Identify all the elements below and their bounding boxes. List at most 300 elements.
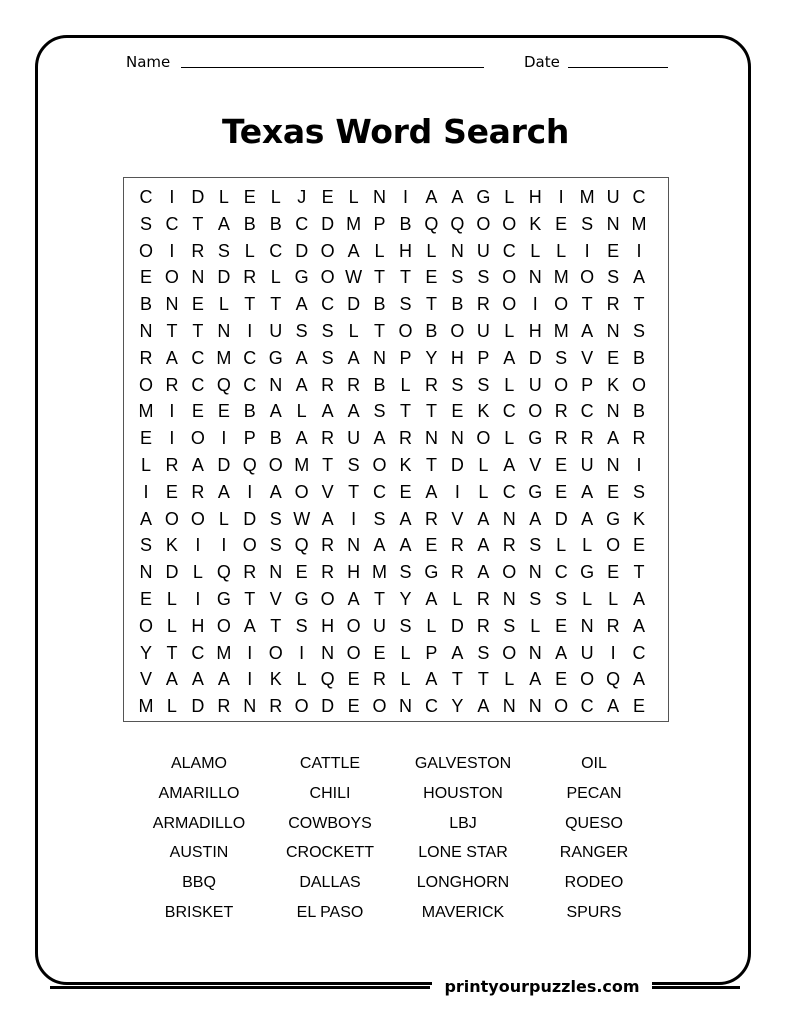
grid-letter[interactable]: C <box>502 401 516 422</box>
grid-letter[interactable]: E <box>451 401 464 422</box>
grid-letter[interactable]: O <box>554 696 569 717</box>
grid-letter[interactable]: M <box>138 401 154 422</box>
grid-letter[interactable]: O <box>580 669 595 690</box>
grid-letter[interactable]: I <box>532 294 538 315</box>
grid-letter[interactable]: N <box>528 642 542 663</box>
grid-letter[interactable]: O <box>372 696 387 717</box>
grid-letter[interactable]: L <box>608 589 619 609</box>
grid-letter[interactable]: R <box>632 428 646 449</box>
grid-letter[interactable]: U <box>580 455 594 475</box>
grid-letter[interactable]: E <box>399 481 412 502</box>
grid-letter[interactable]: O <box>632 374 647 395</box>
grid-letter[interactable]: Q <box>242 455 257 475</box>
grid-letter[interactable]: A <box>399 508 412 529</box>
letter-grid[interactable] <box>123 177 669 722</box>
grid-letter[interactable]: N <box>424 428 438 449</box>
grid-letter[interactable]: E <box>555 615 568 636</box>
grid-letter[interactable]: A <box>269 481 282 502</box>
grid-letter[interactable]: O <box>580 267 595 288</box>
grid-letter[interactable]: A <box>295 428 308 449</box>
grid-letter[interactable]: N <box>347 535 361 556</box>
grid-letter[interactable]: N <box>373 347 387 368</box>
grid-letter[interactable]: O <box>138 615 153 636</box>
grid-letter[interactable]: A <box>347 401 360 422</box>
grid-letter[interactable]: R <box>191 481 205 502</box>
grid-letter[interactable]: R <box>165 374 179 395</box>
grid-letter[interactable]: M <box>346 213 362 234</box>
grid-letter[interactable]: K <box>529 213 542 234</box>
grid-letter[interactable]: S <box>269 508 282 529</box>
grid-letter[interactable]: H <box>528 321 542 341</box>
grid-letter[interactable]: V <box>321 481 334 502</box>
grid-letter[interactable]: T <box>244 294 256 315</box>
grid-letter[interactable]: R <box>347 374 361 395</box>
grid-letter[interactable]: O <box>554 374 569 395</box>
grid-letter[interactable]: R <box>502 535 516 556</box>
grid-letter[interactable]: O <box>242 535 257 556</box>
grid-letter[interactable]: T <box>166 321 178 341</box>
grid-letter[interactable]: L <box>348 187 359 207</box>
grid-letter[interactable]: T <box>348 481 360 502</box>
grid-letter[interactable]: L <box>296 401 307 422</box>
grid-letter[interactable]: L <box>400 374 411 395</box>
grid-letter[interactable]: L <box>478 481 489 502</box>
grid-letter[interactable]: A <box>295 374 308 395</box>
grid-letter[interactable]: V <box>269 589 282 609</box>
grid-letter[interactable]: V <box>581 347 594 368</box>
grid-letter[interactable]: G <box>424 562 439 583</box>
grid-letter[interactable]: V <box>529 455 542 475</box>
grid-letter[interactable]: P <box>243 428 256 449</box>
grid-letter[interactable]: N <box>399 696 412 717</box>
grid-letter[interactable]: O <box>606 535 621 556</box>
grid-letter[interactable]: D <box>295 240 309 261</box>
grid-letter[interactable]: C <box>554 562 568 583</box>
grid-letter[interactable]: L <box>348 321 359 341</box>
grid-letter[interactable]: L <box>504 374 515 395</box>
grid-letter[interactable]: E <box>607 481 620 502</box>
grid-letter[interactable]: G <box>528 481 543 502</box>
grid-letter[interactable]: N <box>606 321 620 341</box>
grid-letter[interactable]: S <box>451 267 464 288</box>
grid-letter[interactable]: L <box>218 508 229 529</box>
grid-letter[interactable]: O <box>502 562 517 583</box>
grid-letter[interactable]: A <box>425 187 438 207</box>
grid-letter[interactable]: S <box>269 535 282 556</box>
grid-letter[interactable]: U <box>476 240 490 261</box>
grid-letter[interactable]: C <box>191 374 205 395</box>
grid-letter[interactable]: I <box>169 428 175 449</box>
grid-letter[interactable]: V <box>139 669 152 690</box>
grid-letter[interactable]: Q <box>216 562 231 583</box>
grid-letter[interactable]: E <box>191 401 204 422</box>
grid-letter[interactable]: N <box>321 642 335 663</box>
grid-letter[interactable]: L <box>504 428 515 449</box>
grid-letter[interactable]: Q <box>294 535 309 556</box>
grid-letter[interactable]: M <box>631 213 647 234</box>
grid-letter[interactable]: O <box>138 374 153 395</box>
grid-letter[interactable]: N <box>606 213 620 234</box>
grid-letter[interactable]: A <box>555 642 568 663</box>
grid-letter[interactable]: R <box>450 535 464 556</box>
grid-letter[interactable]: O <box>164 508 179 529</box>
grid-letter[interactable]: A <box>295 347 308 368</box>
grid-letter[interactable]: E <box>321 187 334 207</box>
grid-letter[interactable]: T <box>581 294 593 315</box>
grid-letter[interactable]: N <box>502 508 516 529</box>
grid-letter[interactable]: O <box>450 321 465 341</box>
grid-letter[interactable]: G <box>528 428 543 449</box>
grid-letter[interactable]: T <box>400 267 411 288</box>
grid-letter[interactable]: L <box>504 187 515 207</box>
grid-letter[interactable]: L <box>556 240 567 261</box>
grid-letter[interactable]: T <box>451 669 463 690</box>
grid-letter[interactable]: C <box>243 374 257 395</box>
grid-letter[interactable]: E <box>555 213 568 234</box>
grid-letter[interactable]: R <box>165 455 179 475</box>
grid-letter[interactable]: R <box>424 508 438 529</box>
grid-letter[interactable]: L <box>218 294 229 315</box>
grid-letter[interactable]: A <box>217 669 230 690</box>
grid-letter[interactable]: B <box>633 347 646 368</box>
grid-letter[interactable]: I <box>299 642 305 663</box>
grid-letter[interactable]: B <box>399 213 412 234</box>
grid-letter[interactable]: A <box>477 535 490 556</box>
grid-letter[interactable]: M <box>294 455 310 475</box>
grid-letter[interactable]: A <box>425 481 438 502</box>
grid-letter[interactable]: L <box>166 589 177 609</box>
grid-letter[interactable]: O <box>268 642 283 663</box>
grid-letter[interactable]: H <box>450 347 464 368</box>
grid-letter[interactable]: A <box>477 508 490 529</box>
grid-letter[interactable]: L <box>582 535 593 556</box>
grid-letter[interactable]: O <box>346 642 361 663</box>
grid-letter[interactable]: C <box>632 187 646 207</box>
grid-letter[interactable]: N <box>580 615 594 636</box>
grid-letter[interactable]: T <box>374 589 386 609</box>
grid-letter[interactable]: A <box>165 669 178 690</box>
grid-letter[interactable]: S <box>295 321 308 341</box>
grid-letter[interactable]: A <box>529 508 542 529</box>
grid-letter[interactable]: R <box>554 428 568 449</box>
grid-letter[interactable]: O <box>164 267 179 288</box>
grid-letter[interactable]: E <box>607 347 620 368</box>
grid-letter[interactable]: T <box>270 615 282 636</box>
grid-letter[interactable]: E <box>347 669 360 690</box>
grid-letter[interactable]: M <box>553 267 569 288</box>
grid-letter[interactable]: M <box>372 562 388 583</box>
grid-letter[interactable]: R <box>476 589 490 609</box>
grid-letter[interactable]: Q <box>320 669 335 690</box>
grid-letter[interactable]: U <box>580 642 594 663</box>
grid-letter[interactable]: O <box>502 642 517 663</box>
grid-letter[interactable]: B <box>373 374 386 395</box>
grid-letter[interactable]: N <box>243 696 257 717</box>
grid-letter[interactable]: A <box>217 213 230 234</box>
grid-letter[interactable]: A <box>633 669 646 690</box>
grid-letter[interactable]: A <box>503 455 516 475</box>
grid-letter[interactable]: L <box>296 669 307 690</box>
grid-letter[interactable]: O <box>294 481 309 502</box>
grid-letter[interactable]: P <box>373 213 386 234</box>
grid-letter[interactable]: C <box>243 347 257 368</box>
grid-letter[interactable]: C <box>632 642 646 663</box>
grid-letter[interactable]: S <box>347 455 360 475</box>
grid-letter[interactable]: L <box>478 455 489 475</box>
grid-letter[interactable]: S <box>477 267 490 288</box>
grid-letter[interactable]: I <box>636 455 642 475</box>
grid-letter[interactable]: S <box>451 374 464 395</box>
grid-letter[interactable]: E <box>191 294 204 315</box>
grid-letter[interactable]: L <box>218 187 229 207</box>
grid-letter[interactable]: L <box>270 187 281 207</box>
grid-letter[interactable]: R <box>450 562 464 583</box>
grid-letter[interactable]: E <box>555 481 568 502</box>
grid-letter[interactable]: L <box>530 240 541 261</box>
grid-letter[interactable]: Q <box>606 669 621 690</box>
grid-letter[interactable]: O <box>372 455 387 475</box>
grid-letter[interactable]: A <box>607 428 620 449</box>
grid-letter[interactable]: A <box>347 589 360 609</box>
grid-letter[interactable]: O <box>528 401 543 422</box>
grid-letter[interactable]: L <box>530 615 541 636</box>
grid-letter[interactable]: K <box>607 374 620 395</box>
grid-letter[interactable]: Y <box>425 347 438 368</box>
grid-letter[interactable]: H <box>321 615 335 636</box>
grid-letter[interactable]: D <box>165 562 179 583</box>
grid-letter[interactable]: T <box>192 213 204 234</box>
grid-letter[interactable]: L <box>374 240 385 261</box>
grid-letter[interactable]: B <box>633 401 646 422</box>
grid-letter[interactable]: S <box>529 535 542 556</box>
grid-letter[interactable]: O <box>216 615 231 636</box>
grid-letter[interactable]: T <box>192 321 204 341</box>
grid-letter[interactable]: R <box>269 696 283 717</box>
grid-letter[interactable]: O <box>502 213 517 234</box>
grid-letter[interactable]: T <box>322 455 334 475</box>
grid-letter[interactable]: H <box>191 615 205 636</box>
grid-letter[interactable]: A <box>581 481 594 502</box>
grid-letter[interactable]: C <box>165 213 179 234</box>
grid-letter[interactable]: L <box>140 455 151 475</box>
grid-letter[interactable]: O <box>398 321 413 341</box>
grid-letter[interactable]: A <box>607 696 620 717</box>
grid-letter[interactable]: A <box>477 562 490 583</box>
grid-letter[interactable]: S <box>321 347 334 368</box>
grid-letter[interactable]: I <box>351 508 357 529</box>
grid-letter[interactable]: B <box>373 294 386 315</box>
grid-letter[interactable]: J <box>297 187 307 207</box>
name-line[interactable] <box>181 67 484 68</box>
grid-letter[interactable]: G <box>294 267 309 288</box>
grid-letter[interactable]: T <box>633 562 645 583</box>
grid-letter[interactable]: K <box>477 401 490 422</box>
grid-letter[interactable]: K <box>633 508 646 529</box>
grid-letter[interactable]: S <box>555 347 568 368</box>
grid-letter[interactable]: N <box>606 401 620 422</box>
grid-letter[interactable]: D <box>243 508 257 529</box>
grid-letter[interactable]: I <box>195 589 201 609</box>
grid-letter[interactable]: B <box>139 294 152 315</box>
grid-letter[interactable]: U <box>373 615 387 636</box>
grid-letter[interactable]: C <box>295 213 309 234</box>
grid-letter[interactable]: A <box>269 401 282 422</box>
grid-letter[interactable]: Y <box>399 589 412 609</box>
grid-letter[interactable]: R <box>243 267 257 288</box>
grid-letter[interactable]: A <box>451 187 464 207</box>
grid-letter[interactable]: S <box>295 615 308 636</box>
grid-letter[interactable]: G <box>268 347 283 368</box>
grid-letter[interactable]: E <box>139 267 152 288</box>
grid-letter[interactable]: L <box>192 562 203 583</box>
grid-letter[interactable]: L <box>166 696 177 717</box>
grid-letter[interactable]: C <box>502 240 516 261</box>
grid-letter[interactable]: O <box>476 428 491 449</box>
grid-letter[interactable]: D <box>321 213 335 234</box>
grid-letter[interactable]: N <box>373 187 387 207</box>
grid-letter[interactable]: O <box>502 267 517 288</box>
grid-letter[interactable]: D <box>321 696 335 717</box>
grid-letter[interactable]: L <box>426 615 437 636</box>
grid-letter[interactable]: C <box>191 642 205 663</box>
grid-letter[interactable]: Q <box>450 213 465 234</box>
grid-letter[interactable]: S <box>139 213 152 234</box>
grid-letter[interactable]: T <box>425 294 437 315</box>
grid-letter[interactable]: A <box>581 508 594 529</box>
grid-letter[interactable]: R <box>191 240 205 261</box>
grid-letter[interactable]: B <box>425 321 438 341</box>
grid-letter[interactable]: L <box>400 669 411 690</box>
grid-letter[interactable]: T <box>477 669 489 690</box>
grid-letter[interactable]: A <box>633 589 646 609</box>
grid-letter[interactable]: E <box>243 187 256 207</box>
grid-letter[interactable]: E <box>555 455 568 475</box>
grid-letter[interactable]: S <box>581 213 594 234</box>
grid-letter[interactable]: N <box>528 267 542 288</box>
grid-letter[interactable]: L <box>452 589 463 609</box>
grid-letter[interactable]: N <box>139 321 153 341</box>
grid-letter[interactable]: A <box>165 347 178 368</box>
grid-letter[interactable]: E <box>555 669 568 690</box>
grid-letter[interactable]: H <box>399 240 412 261</box>
grid-letter[interactable]: A <box>529 669 542 690</box>
grid-letter[interactable]: T <box>244 589 256 609</box>
grid-letter[interactable]: O <box>294 696 309 717</box>
grid-letter[interactable]: A <box>139 508 152 529</box>
grid-letter[interactable]: A <box>243 615 256 636</box>
grid-letter[interactable]: I <box>247 321 253 341</box>
grid-letter[interactable]: O <box>346 615 361 636</box>
grid-letter[interactable]: N <box>165 294 179 315</box>
grid-letter[interactable]: A <box>477 696 490 717</box>
grid-letter[interactable]: T <box>425 401 437 422</box>
grid-letter[interactable]: R <box>321 374 335 395</box>
grid-letter[interactable]: I <box>247 642 253 663</box>
grid-letter[interactable]: O <box>138 240 153 261</box>
grid-letter[interactable]: M <box>216 347 232 368</box>
grid-letter[interactable]: S <box>399 615 412 636</box>
grid-letter[interactable]: I <box>402 187 408 207</box>
grid-letter[interactable]: O <box>320 267 335 288</box>
grid-letter[interactable]: Q <box>424 213 439 234</box>
grid-letter[interactable]: Y <box>451 696 464 717</box>
grid-letter[interactable]: G <box>216 589 231 609</box>
grid-letter[interactable]: V <box>451 508 464 529</box>
grid-letter[interactable]: E <box>139 428 152 449</box>
grid-letter[interactable]: E <box>373 642 386 663</box>
grid-letter[interactable]: O <box>554 294 569 315</box>
grid-letter[interactable]: S <box>477 374 490 395</box>
grid-letter[interactable]: C <box>269 240 283 261</box>
grid-letter[interactable]: S <box>321 321 334 341</box>
grid-letter[interactable]: U <box>606 187 620 207</box>
grid-letter[interactable]: I <box>454 481 460 502</box>
grid-letter[interactable]: D <box>554 508 568 529</box>
grid-letter[interactable]: U <box>269 321 283 341</box>
grid-letter[interactable]: E <box>607 240 620 261</box>
grid-letter[interactable]: E <box>295 562 308 583</box>
grid-letter[interactable]: I <box>558 187 564 207</box>
grid-letter[interactable]: C <box>502 481 516 502</box>
grid-letter[interactable]: C <box>580 696 594 717</box>
grid-letter[interactable]: P <box>581 374 594 395</box>
grid-letter[interactable]: C <box>424 696 438 717</box>
grid-letter[interactable]: A <box>191 669 204 690</box>
grid-letter[interactable]: R <box>424 374 438 395</box>
grid-letter[interactable]: R <box>606 615 620 636</box>
grid-letter[interactable]: N <box>528 562 542 583</box>
grid-letter[interactable]: A <box>633 267 646 288</box>
grid-letter[interactable]: G <box>294 589 309 609</box>
grid-letter[interactable]: H <box>528 187 542 207</box>
grid-letter[interactable]: S <box>529 589 542 609</box>
grid-letter[interactable]: A <box>191 455 204 475</box>
grid-letter[interactable]: E <box>165 481 178 502</box>
grid-letter[interactable]: E <box>425 535 438 556</box>
grid-letter[interactable]: K <box>269 669 282 690</box>
grid-letter[interactable]: B <box>243 213 256 234</box>
grid-letter[interactable]: A <box>425 669 438 690</box>
grid-letter[interactable]: L <box>166 615 177 636</box>
grid-letter[interactable]: S <box>477 642 490 663</box>
grid-letter[interactable]: K <box>399 455 412 475</box>
grid-letter[interactable]: M <box>579 187 595 207</box>
grid-letter[interactable]: C <box>373 481 387 502</box>
grid-letter[interactable]: S <box>373 508 386 529</box>
grid-letter[interactable]: R <box>321 428 335 449</box>
grid-letter[interactable]: R <box>321 562 335 583</box>
grid-letter[interactable]: E <box>347 696 360 717</box>
grid-letter[interactable]: L <box>270 267 281 288</box>
grid-letter[interactable]: T <box>425 455 437 475</box>
grid-letter[interactable]: S <box>399 294 412 315</box>
grid-letter[interactable]: H <box>347 562 361 583</box>
grid-letter[interactable]: A <box>321 401 334 422</box>
grid-letter[interactable]: R <box>580 428 594 449</box>
grid-letter[interactable]: S <box>633 321 646 341</box>
grid-letter[interactable]: N <box>502 589 516 609</box>
grid-letter[interactable]: T <box>633 294 645 315</box>
grid-letter[interactable]: I <box>169 401 175 422</box>
grid-letter[interactable]: S <box>555 589 568 609</box>
grid-letter[interactable]: I <box>195 535 201 556</box>
grid-letter[interactable]: L <box>504 669 515 690</box>
grid-letter[interactable]: A <box>399 535 412 556</box>
grid-letter[interactable]: D <box>191 187 205 207</box>
grid-letter[interactable]: I <box>143 481 149 502</box>
grid-letter[interactable]: O <box>502 294 517 315</box>
grid-letter[interactable]: N <box>269 374 283 395</box>
